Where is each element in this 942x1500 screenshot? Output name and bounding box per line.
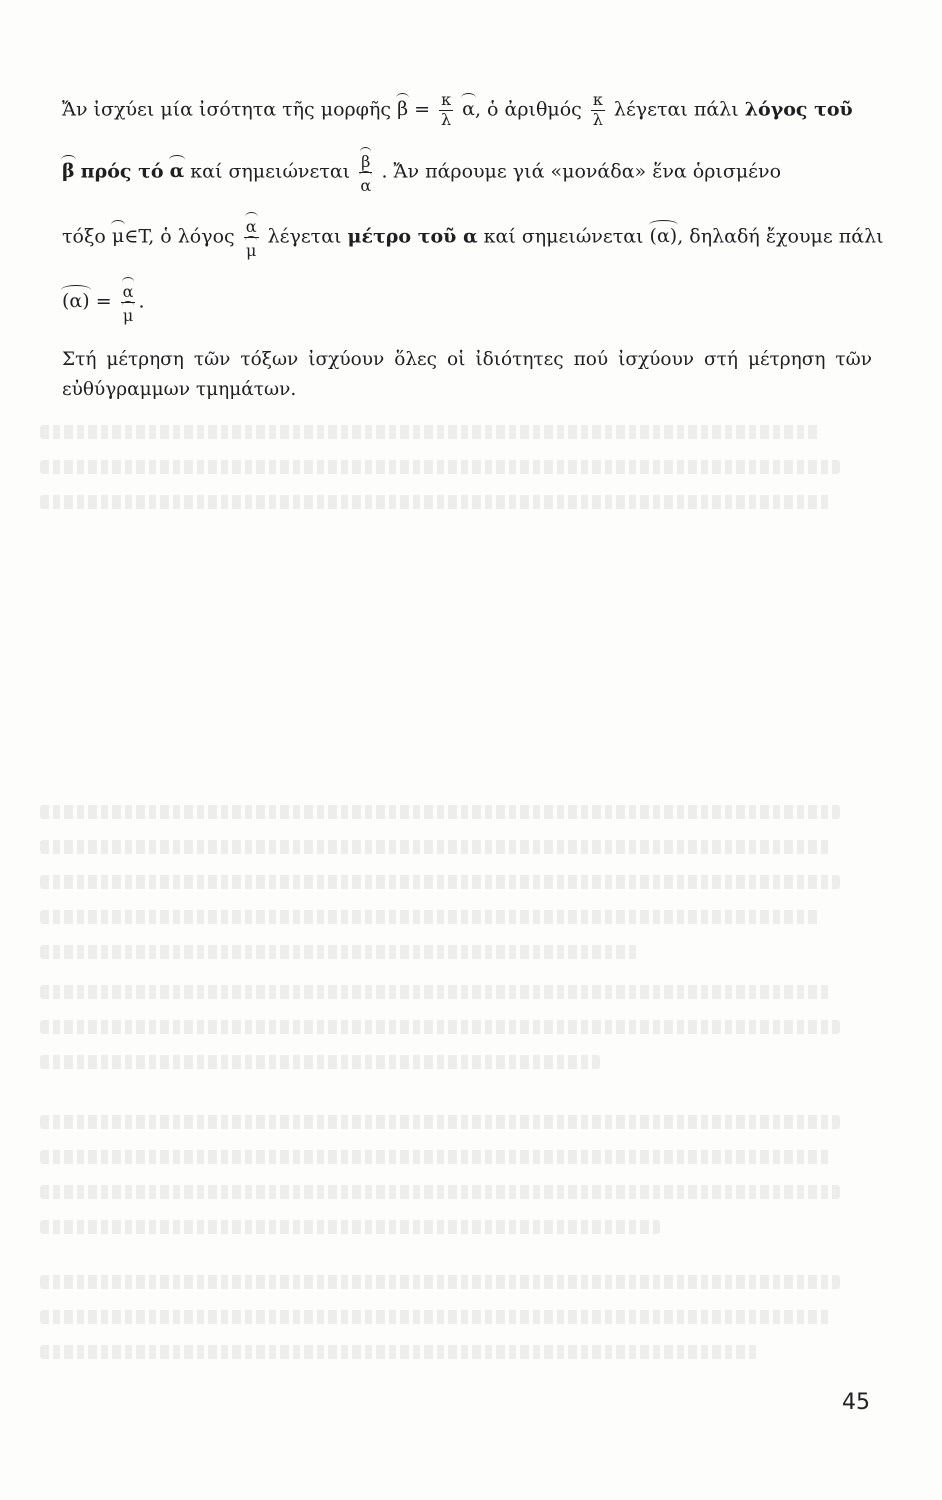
arc-beta-symbol: β — [62, 160, 75, 183]
equals-sign: = — [95, 290, 112, 313]
line1-intro: Ἄν ἰσχύει μία ἰσότητα τῆς μορφῆς — [62, 98, 392, 121]
text-line-3 — [62, 215, 884, 260]
line3-ending: , δηλαδή ἔχουμε πάλι — [677, 225, 884, 248]
fraction-kappa-lambda — [439, 92, 453, 129]
show-through-background — [40, 395, 900, 1395]
page-number: 45 — [842, 1390, 870, 1415]
fraction-denominator: μ — [245, 240, 257, 260]
fraction-alpha-mu — [244, 215, 259, 260]
line4-period: . — [138, 290, 145, 313]
line1-ending: λέγεται πάλι — [613, 98, 739, 121]
fraction-numerator: α — [245, 217, 257, 236]
arc-alpha-symbol: α — [169, 160, 185, 183]
line1-middle: , ὁ ἀριθμός — [474, 98, 582, 121]
fraction-denominator: λ — [592, 109, 603, 129]
measure-notation: (α) — [62, 290, 90, 313]
body-paragraph: Στή μέτρηση τῶν τόξων ἰσχύουν ὅλες οἱ ἰδιότητες πού ἰσχύουν στή μέτρηση τῶν εὐθύγραμμων τμημάτων. — [62, 349, 872, 400]
arc-alpha-symbol: α — [462, 98, 475, 121]
fraction-beta-alpha — [359, 150, 372, 195]
line2-bold-term: πρός τό — [80, 160, 164, 183]
fraction-denominator: α — [360, 175, 372, 195]
line2-ending: . Ἄν πάρουμε γιά «μονάδα» ἕνα ὁρισμένο — [381, 160, 782, 183]
line2-middle: καί σημειώνεται — [190, 160, 351, 183]
line3-bold-term: μέτρο τοῦ α — [347, 225, 478, 248]
equals-sign: = — [414, 98, 431, 121]
text-line-4 — [62, 280, 145, 325]
fraction-denominator: μ — [122, 305, 134, 325]
fraction-numerator: κ — [441, 90, 452, 109]
fraction-denominator: λ — [440, 109, 452, 129]
line3-middle: λέγεται — [267, 225, 342, 248]
text-line-1 — [62, 92, 853, 129]
measure-notation: (α) — [649, 225, 678, 248]
text-line-2 — [62, 150, 781, 195]
arc-beta-symbol: β — [397, 98, 409, 121]
fraction-numerator: α — [122, 282, 134, 301]
line3-notation-text: καί σημειώνεται — [483, 225, 644, 248]
fraction-numerator: κ — [592, 90, 603, 109]
fraction-numerator: β — [361, 152, 371, 171]
fraction-alpha-mu — [121, 280, 136, 325]
fraction-kappa-lambda-2 — [591, 92, 605, 129]
line3-set-membership: ∈T, ὁ λόγος — [124, 225, 235, 248]
line1-bold-term: λόγος τοῦ — [744, 98, 853, 121]
arc-mu-symbol: μ — [111, 225, 125, 248]
line3-intro: τόξο — [62, 225, 106, 248]
